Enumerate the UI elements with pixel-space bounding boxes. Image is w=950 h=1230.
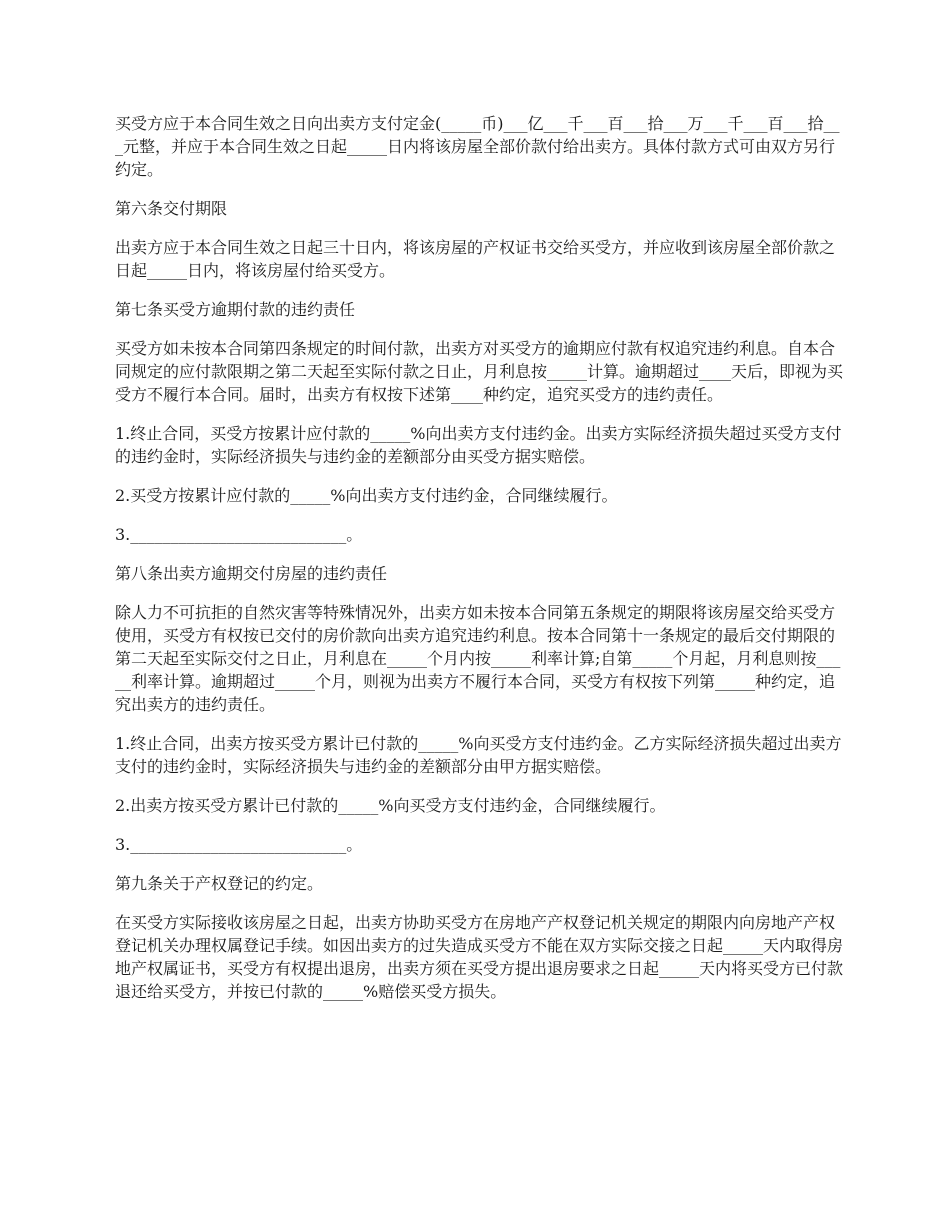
paragraph-buyer-late-payment: 买受方如未按本合同第四条规定的时间付款，出卖方对买受方的逾期应付款有权追究违约利息。自本合同规定的应付款限期之第二天起至实际付款之日止，月利息按_____计算。逾期超过____天后，即视为买受方不履行本合同。届时，出卖方有权按下述第____种约定，追究买受方的违约责任。 bbox=[115, 339, 844, 404]
clause-8-2: 2.出卖方按买受方累计已付款的_____%向买受方支付违约金，合同继续履行。 bbox=[115, 796, 666, 815]
heading-article-7: 第七条买受方逾期付款的违约责任 bbox=[115, 300, 356, 319]
heading-article-9: 第九条关于产权登记的约定。 bbox=[115, 874, 324, 893]
clause-8-1: 1.终止合同，出卖方按买受方累计已付款的_____%向买受方支付违约金。乙方实际经济损失超过出卖方支付的违约金时，实际经济损失与违约金的差额部分由甲方据实赔偿。 bbox=[115, 734, 842, 776]
paragraph-title-registration: 在买受方实际接收该房屋之日起，出卖方协助买受方在房地产产权登记机关规定的期限内向房地产产权登记机关办理权属登记手续。如因出卖方的过失造成买受方不能在双方实际交接之日起_____天内取得房地产权属证书，买受方有权提出退房，出卖方须在买受方提出退房要求之日起_____天内将买受方已付款退还给买受方，并按已付款的_____%赔偿买受方损失。 bbox=[115, 913, 844, 1001]
clause-8-3: 3.___________________________。 bbox=[115, 835, 363, 854]
heading-article-6: 第六条交付期限 bbox=[115, 199, 228, 218]
document-body bbox=[115, 112, 845, 1019]
clause-7-2: 2.买受方按累计应付款的_____%向出卖方支付违约金，合同继续履行。 bbox=[115, 486, 618, 505]
clause-7-1: 1.终止合同，买受方按累计应付款的_____%向出卖方支付违约金。出卖方实际经济损失超过买受方支付的违约金时，实际经济损失与违约金的差额部分由买受方据实赔偿。 bbox=[115, 424, 842, 466]
clause-7-3: 3.___________________________。 bbox=[115, 525, 363, 544]
paragraph-seller-late-delivery: 除人力不可抗拒的自然灾害等特殊情况外，出卖方如未按本合同第五条规定的期限将该房屋交给买受方使用，买受方有权按已交付的房价款向出卖方追究违约利息。按本合同第十一条规定的最后交付期限的第二天起至实际交付之日止，月利息在_____个月内按_____利率计算;自第_____个月起，月利息则按_____利率计算。逾期超过_____个月，则视为出卖方不履行本合同，买受方有权按下列第_____种约定，追究出卖方的违约责任。 bbox=[115, 603, 841, 714]
paragraph-delivery-deadline: 出卖方应于本合同生效之日起三十日内，将该房屋的产权证书交给买受方，并应收到该房屋全部价款之日起_____日内，将该房屋付给买受方。 bbox=[115, 238, 836, 280]
paragraph-deposit-payment: 买受方应于本合同生效之日向出卖方支付定金(_____币)___亿___千___百___拾___万___千___百___拾___元整，并应于本合同生效之日起_____日内将该房屋全部价款付给出卖方。具体付款方式可由双方另行约定。 bbox=[115, 114, 840, 179]
heading-article-8: 第八条出卖方逾期交付房屋的违约责任 bbox=[115, 564, 388, 583]
